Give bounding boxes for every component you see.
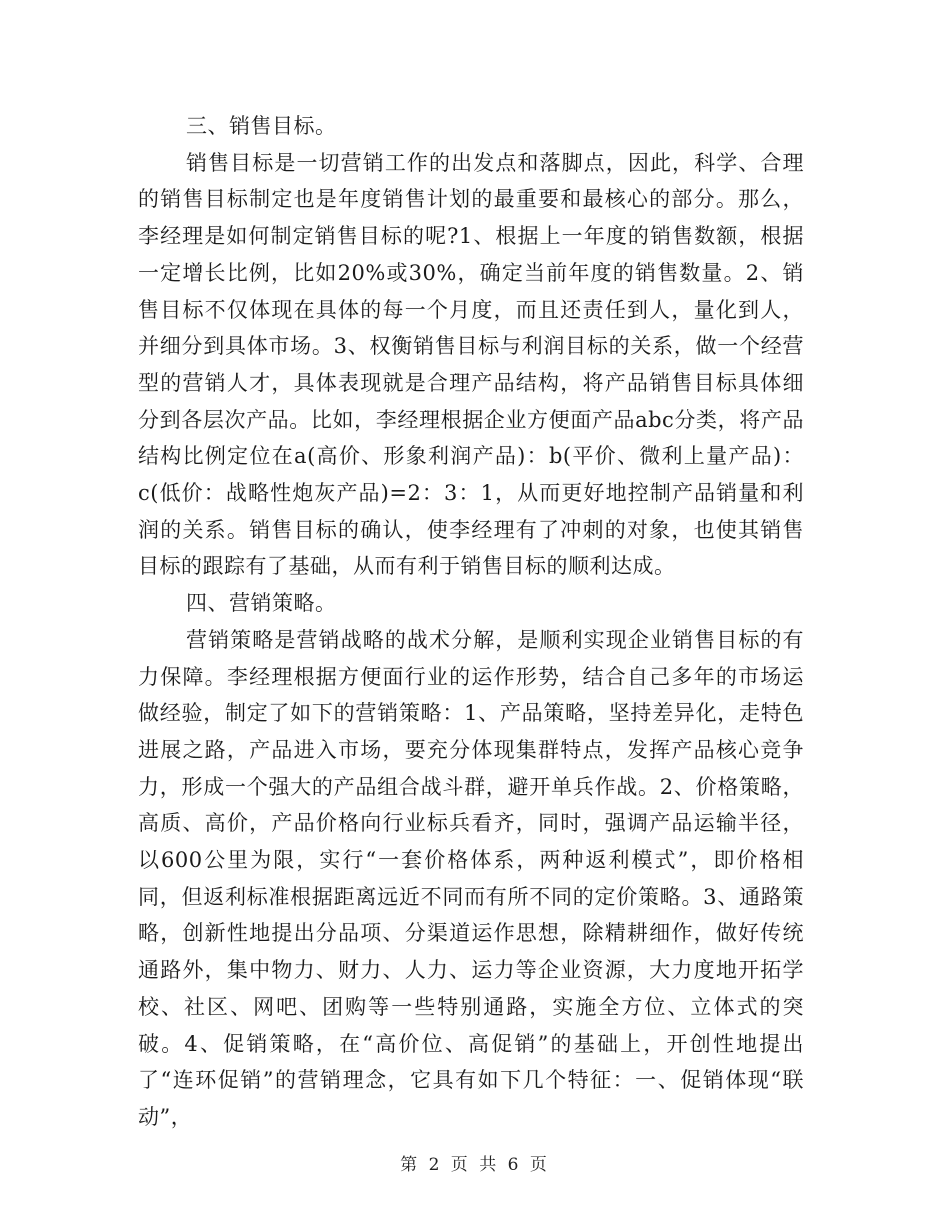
section-body-sales-target: 销售目标是一切营销工作的出发点和落脚点，因此，科学、合理的销售目标制定也是年度销售计划的最重要和最核心的部分。那么，李经理是如何制定销售目标的呢?1、根据上一年度的销售数额，根据一定增长比例，比如20%或30%，确定当前年度的销售数量。2、销售目标不仅体现在具体的每一个月度，而且还责任到人，量化到人，并细分到具体市场。3、权衡销售目标与利润目标的关系，做一个经营型的营销人才，具体表现就是合理产品结构，将产品销售目标具体细分到各层次产品。比如，李经理根据企业方便面产品abc分类，将产品结构比例定位在a(高价、形象利润产品)：b(平价、微利上量产品)：c(低价：战略性炮灰产品)=2：3：1，从而更好地控制产品销量和利润的关系。销售目标的确认，使李经理有了冲刺的对象，也使其销售目标的跟踪有了基础，从而有利于销售目标的顺利达成。 xyxy=(138,150,804,579)
page-number-footer: 第 2 页 共 6 页 xyxy=(400,1155,550,1175)
document-body xyxy=(138,108,804,1136)
section-heading-marketing-strategy: 四、营销策略。 xyxy=(186,591,337,616)
section-heading-sales-target: 三、销售目标。 xyxy=(186,114,337,138)
section-body-marketing-strategy: 营销策略是营销战略的战术分解，是顺利实现企业销售目标的有力保障。李经理根据方便面行业的运作形势，结合自己多年的市场运做经验，制定了如下的营销策略：1、产品策略，坚持差异化，走特色进展之路，产品进入市场，要充分体现集群特点，发挥产品核心竞争力，形成一个强大的产品组合战斗群，避开单兵作战。2、价格策略，高质、高价，产品价格向行业标兵看齐，同时，强调产品运输半径，以600公里为限，实行“一套价格体系，两种返利模式”，即价格相同，但返利标准根据距离远近不同而有所不同的定价策略。3、通路策略，创新性地提出分品项、分渠道运作思想，除精耕细作，做好传统通路外，集中物力、财力、人力、运力等企业资源，大力度地开拓学校、社区、网吧、团购等一些特别通路，实施全方位、立体式的突破。4、促销策略，在“高价位、高促销”的基础上，开创性地提出了“连环促销”的营销理念，它具有如下几个特征：一、促销体现“联动”， xyxy=(138,627,804,1129)
